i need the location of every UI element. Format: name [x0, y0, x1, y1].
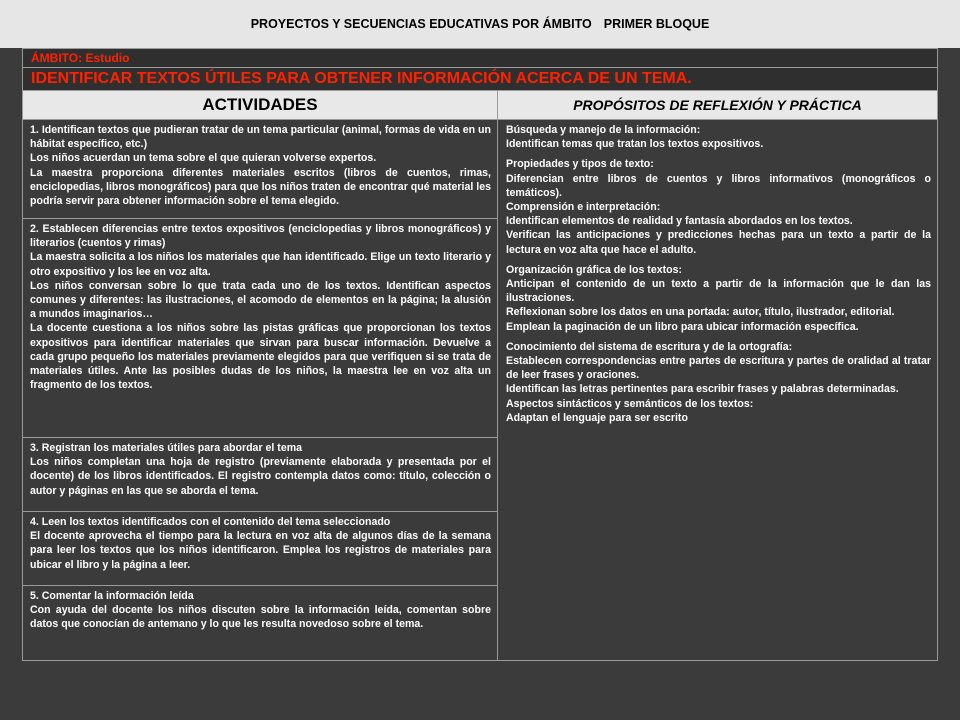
activity-text: La docente cuestiona a los niños sobre las pistas gráficas que proporcionan los textos expositivos para identificar materiales que sirvan para buscar información. Devuelve a cada grupo pequeño los materiales previamente elegidos para que verifiquen si se trata de materiales útiles. Ante las posibles dudas de los niños, la maestra lee en voz alta un fragmento de los textos.: [30, 322, 491, 392]
activity-text: La maestra proporciona diferentes materiales escritos (libros de cuentos, rimas, enciclopedias, libros monográficos) para que los niños traten de encontrar qué material les podría servir para obtener información sobre el tema elegido.: [30, 166, 491, 208]
proposito-text: Adaptan el lenguaje para ser escrito: [506, 411, 688, 424]
proposito-heading: Conocimiento del sistema de escritura y de la ortografía:: [506, 340, 793, 353]
proposito-heading: Organización gráfica de los textos:: [506, 263, 683, 276]
page-header: [0, 0, 960, 48]
proposito-text: Reflexionan sobre los datos en una portada: autor, título, ilustrador, editorial.: [506, 306, 895, 319]
proposito-text: Identifican las letras pertinentes para escribir frases y palabras determinadas.: [506, 383, 899, 396]
activity-cell-2: [22, 219, 498, 438]
proposito-heading: Aspectos sintácticos y semánticos de los textos:: [506, 397, 754, 410]
proposito-section-3: [506, 263, 931, 334]
activity-cell-3: [22, 438, 498, 512]
proposito-heading: Búsqueda y manejo de la información:: [506, 124, 701, 136]
proposito-text: Identifican elementos de realidad y fantasía abordados en los textos.: [506, 215, 853, 228]
activity-text: Los niños acuerdan un tema sobre el que quieran volverse expertos.: [30, 152, 377, 165]
activity-text: Los niños completan una hoja de registro (previamente elaborada y presentada por el docente) de los libros identificados. El registro contempla datos como: título, colección o autor y páginas en las que se aborda el tema.: [30, 456, 491, 497]
propositos-column: [498, 120, 938, 661]
activity-text: 5. Comentar la información leída: [30, 590, 194, 602]
proposito-text: Diferencian entre libros de cuentos y libros informativos (monográficos o temáticos).: [506, 172, 931, 199]
activity-text: 4. Leen los textos identificados con el contenido del tema seleccionado: [30, 516, 391, 528]
actividades-column: [22, 120, 498, 661]
proposito-text: Emplean la paginación de un libro para ubicar información específica.: [506, 320, 859, 333]
proposito-text: Verifican las anticipaciones y predicciones hechas para un texto a partir de la lectura en voz alta que hace el adulto.: [506, 229, 931, 256]
activity-text: Los niños conversan sobre lo que trata cada uno de los textos. Identifican aspectos comunes y diferentes: las ilustraciones, el acomodo de elementos en la página; la alusión a mundos imaginarios…: [30, 279, 491, 321]
activity-text: Con ayuda del docente los niños discuten sobre la información leída, comentan sobre datos que conocían de antemano y lo que les resulta novedoso sobre el tema.: [30, 604, 491, 631]
activity-cell-1: [22, 120, 498, 219]
proposito-text: Anticipan el contenido de un texto a partir de la información que le dan las ilustraciones.: [506, 278, 931, 305]
proposito-heading: Propiedades y tipos de texto:: [506, 158, 654, 171]
topic-title: IDENTIFICAR TEXTOS ÚTILES PARA OBTENER INFORMACIÓN ACERCA DE UN TEMA.: [22, 68, 938, 91]
propositos-header: PROPÓSITOS DE REFLEXIÓN Y PRÁCTICA: [498, 91, 938, 120]
proposito-text: Identifican temas que tratan los textos expositivos.: [506, 138, 764, 151]
activity-cell-4: [22, 512, 498, 586]
proposito-heading: Comprensión e interpretación:: [506, 201, 661, 214]
activity-cell-5: [22, 586, 498, 661]
ambito-label: ÁMBITO: Estudio: [22, 48, 938, 68]
slide-table: [22, 48, 938, 662]
activity-text: El docente aprovecha el tiempo para la lectura en voz alta de algunos días de la semana para leer los textos que los niños identificaron. Emplea los registros de materiales para ubicar el libro y la página a leer.: [30, 530, 491, 571]
activity-text: 1. Identifican textos que pudieran tratar de un tema particular (animal, formas de vida en un hábitat específico, etc.): [30, 124, 491, 151]
proposito-text: Establecen correspondencias entre partes de escritura y partes de oralidad al tratar de leer frases y oraciones.: [506, 355, 931, 382]
header-title: PROYECTOS Y SECUENCIAS EDUCATIVAS POR ÁMBITO: [250, 17, 592, 31]
proposito-section-2: [506, 157, 931, 256]
activity-text: 2. Establecen diferencias entre textos expositivos (enciclopedias y libros monográficos) y literarios (cuentos y rimas): [30, 223, 491, 250]
actividades-header: ACTIVIDADES: [22, 91, 498, 120]
content-grid: [22, 91, 938, 661]
header-block: PRIMER BLOQUE: [603, 17, 710, 31]
activity-text: 3. Registran los materiales útiles para abordar el tema: [30, 442, 303, 454]
activity-text: La maestra solicita a los niños los materiales que han identificado. Elige un texto literario y otro expositivo y los lee en voz alta.: [30, 251, 491, 278]
proposito-section-4: [506, 340, 931, 425]
proposito-section-1: [506, 123, 931, 151]
